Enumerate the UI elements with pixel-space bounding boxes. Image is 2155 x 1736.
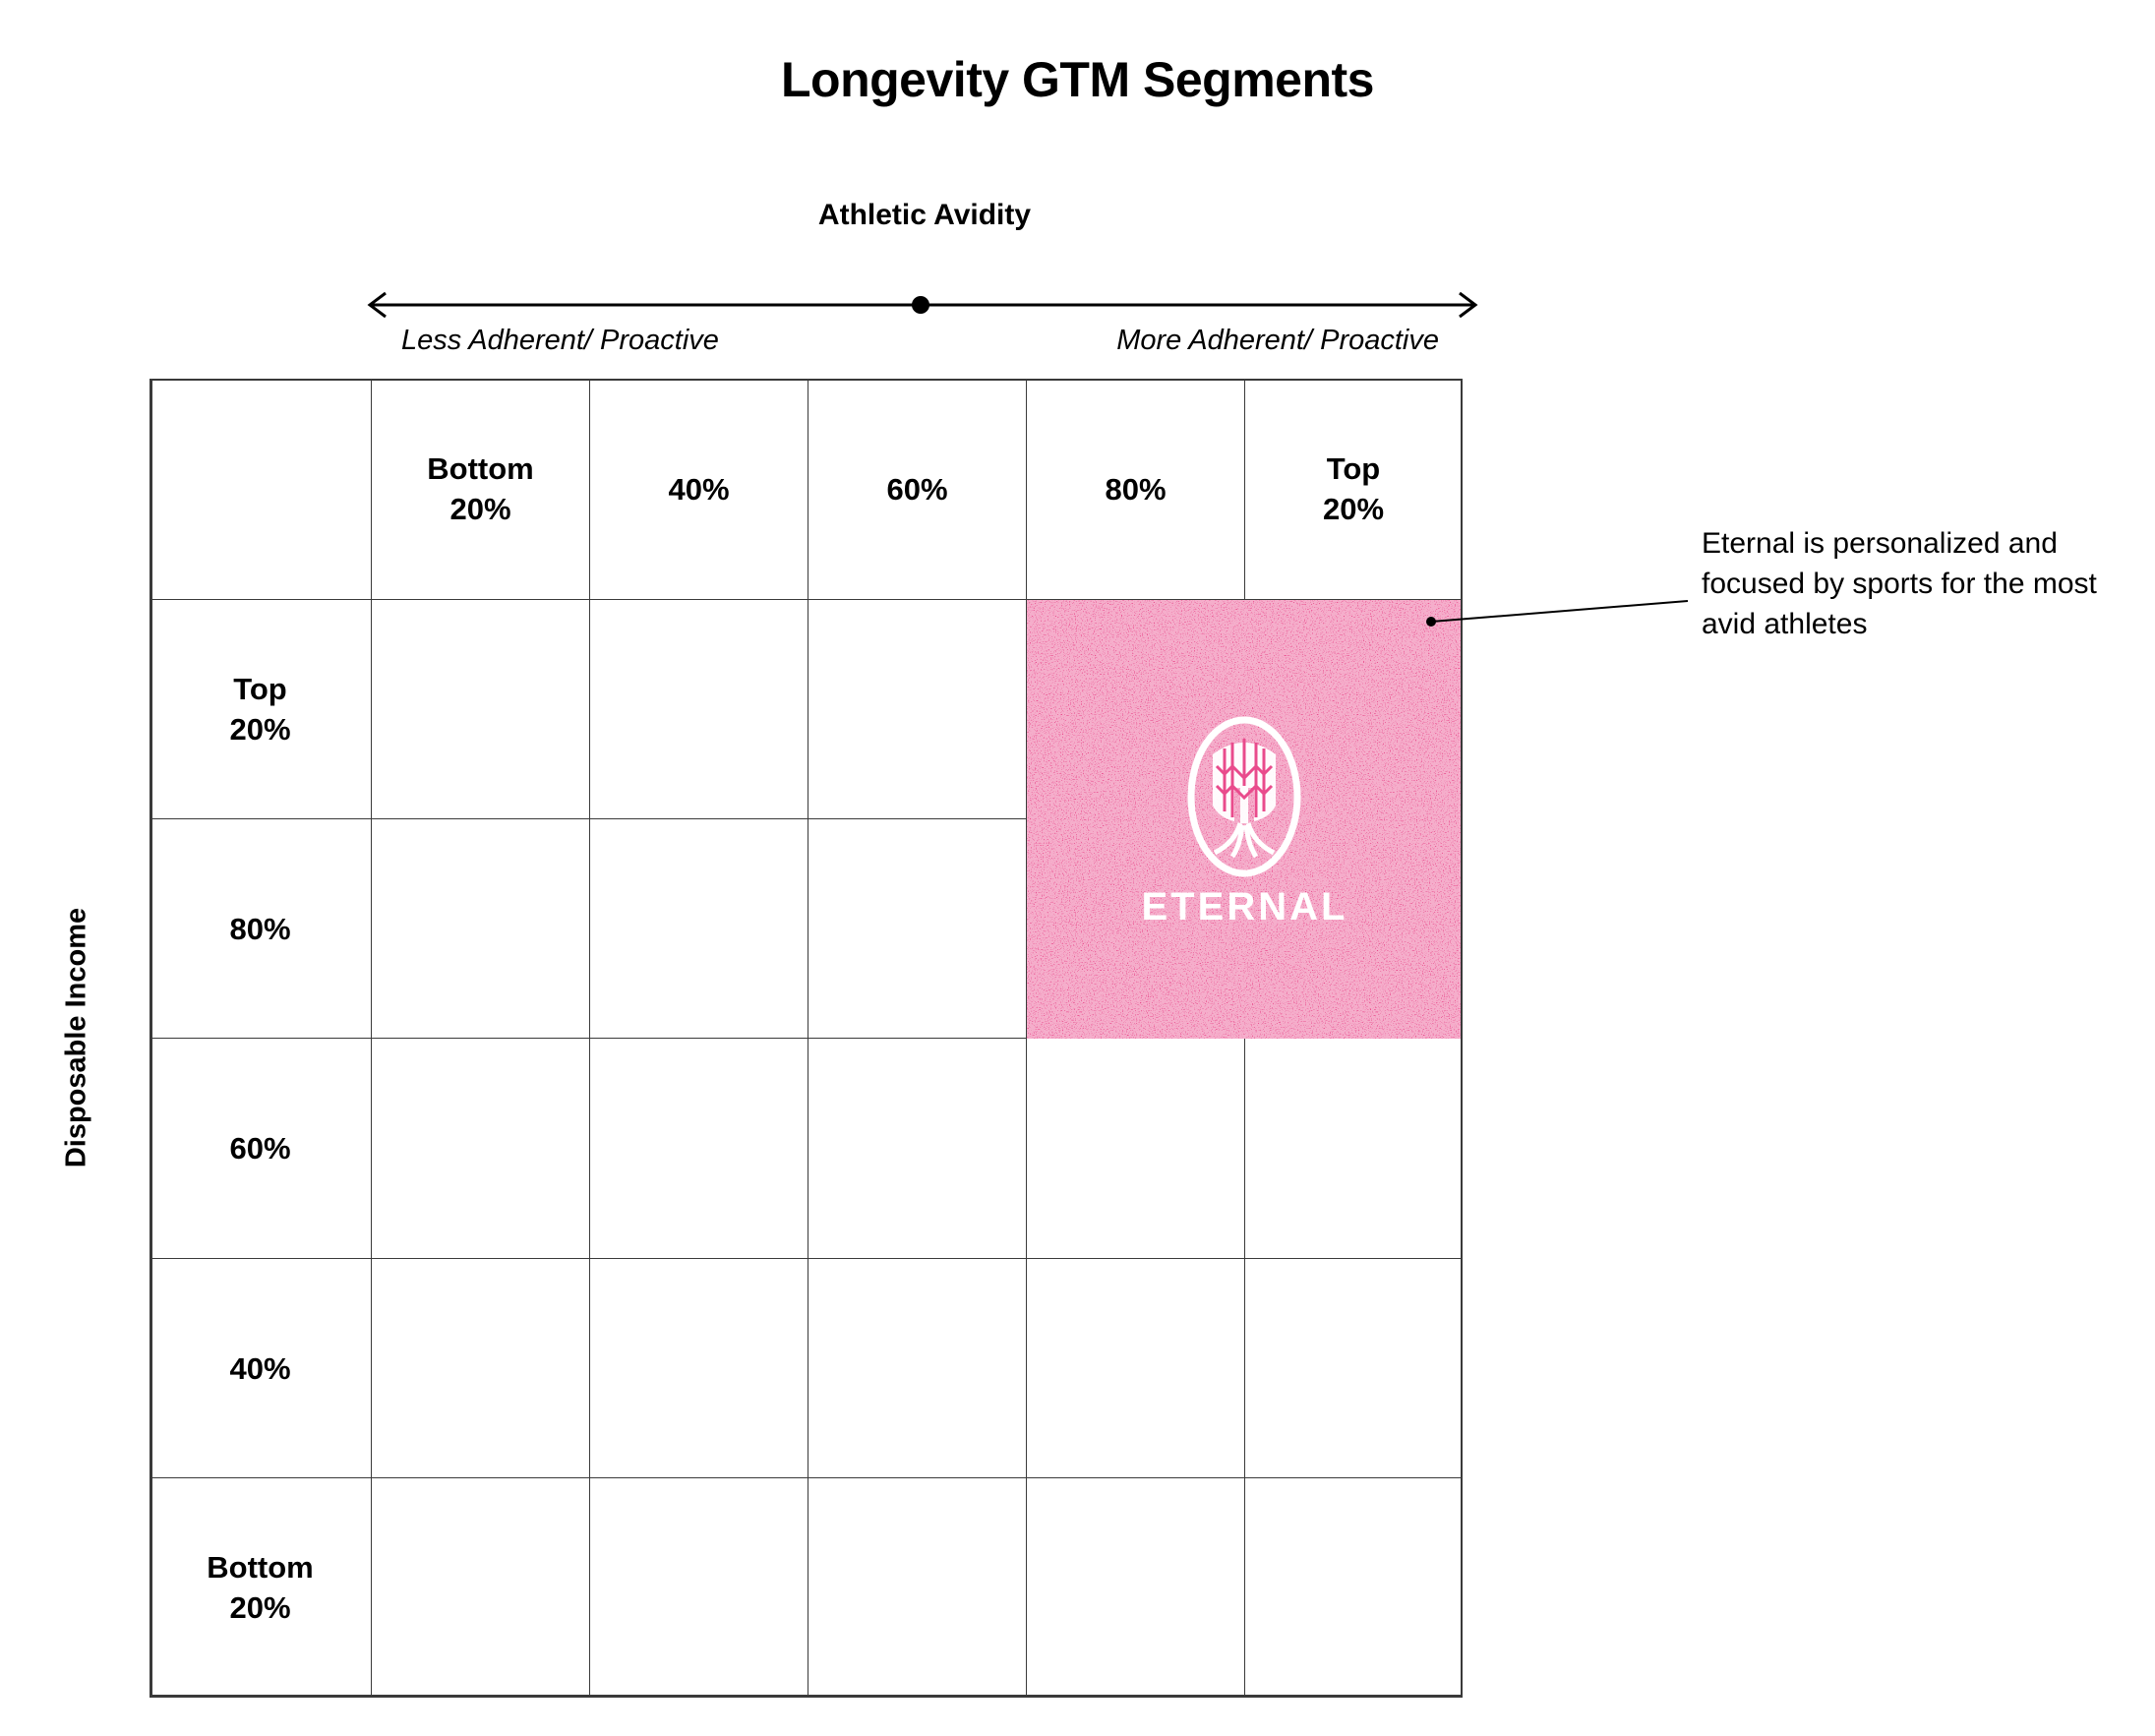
callout-text: Eternal is personalized and focused by sports for the most avid athletes [1702, 527, 2097, 640]
grid-cell [590, 600, 808, 819]
page-title: Longevity GTM Segments [781, 52, 1374, 107]
row-header-60 [150, 1039, 372, 1259]
grid-cell [590, 1478, 808, 1698]
grid-cell [372, 600, 590, 819]
grid-cell [372, 1039, 590, 1259]
grid-cell [372, 1259, 590, 1478]
grid-cell [808, 1039, 1027, 1259]
grid-cell [1027, 1259, 1245, 1478]
row-header-top-20 [150, 600, 372, 819]
grid-cell [808, 1478, 1027, 1698]
row-header-label: Bottom 20% [207, 1550, 314, 1625]
grid-cell [372, 819, 590, 1039]
col-header-bottom-20 [372, 379, 590, 600]
grid-cell [372, 1478, 590, 1698]
grid-cell [590, 1259, 808, 1478]
col-header-40 [590, 379, 808, 600]
axis-arrow [364, 287, 1485, 327]
row-header-80 [150, 819, 372, 1039]
row-header-label: Top 20% [229, 672, 291, 747]
col-header-60 [808, 379, 1027, 600]
axis-right-end-label: More Adherent/ Proactive [1116, 325, 1439, 356]
grid-cell [808, 1259, 1027, 1478]
eternal-wordmark: ETERNAL [1141, 885, 1348, 928]
col-header-label: 60% [886, 471, 948, 507]
corner-cell [150, 379, 372, 600]
row-header-40 [150, 1259, 372, 1478]
row-header-label: 40% [229, 1350, 291, 1386]
grid-cell [590, 819, 808, 1039]
y-axis-label-text: Disposable Income [60, 907, 92, 1168]
grid-cell [808, 819, 1027, 1039]
row-header-label: 60% [229, 1131, 291, 1166]
grid-cell [1245, 1039, 1463, 1259]
grid-cell [1027, 1478, 1245, 1698]
col-header-top-20 [1245, 379, 1463, 600]
row-header-bottom-20 [150, 1478, 372, 1698]
col-header-label: Bottom 20% [427, 451, 534, 526]
col-header-label: 40% [668, 471, 730, 507]
col-header-label: 80% [1105, 471, 1167, 507]
col-header-label: Top 20% [1322, 451, 1385, 526]
grid-cell [1245, 1259, 1463, 1478]
grid-cell [1027, 1039, 1245, 1259]
grid-cell [808, 600, 1027, 819]
row-header-label: 80% [229, 911, 291, 946]
axis-midpoint-dot [912, 296, 929, 314]
grid-cell [590, 1039, 808, 1259]
tree-logo-icon [1185, 715, 1303, 878]
axis-left-end-label: Less Adherent/ Proactive [401, 325, 719, 356]
eternal-highlight-block [1027, 600, 1463, 1039]
x-axis-label: Athletic Avidity [817, 199, 1032, 231]
grid-cell [1245, 1478, 1463, 1698]
col-header-80 [1027, 379, 1245, 600]
